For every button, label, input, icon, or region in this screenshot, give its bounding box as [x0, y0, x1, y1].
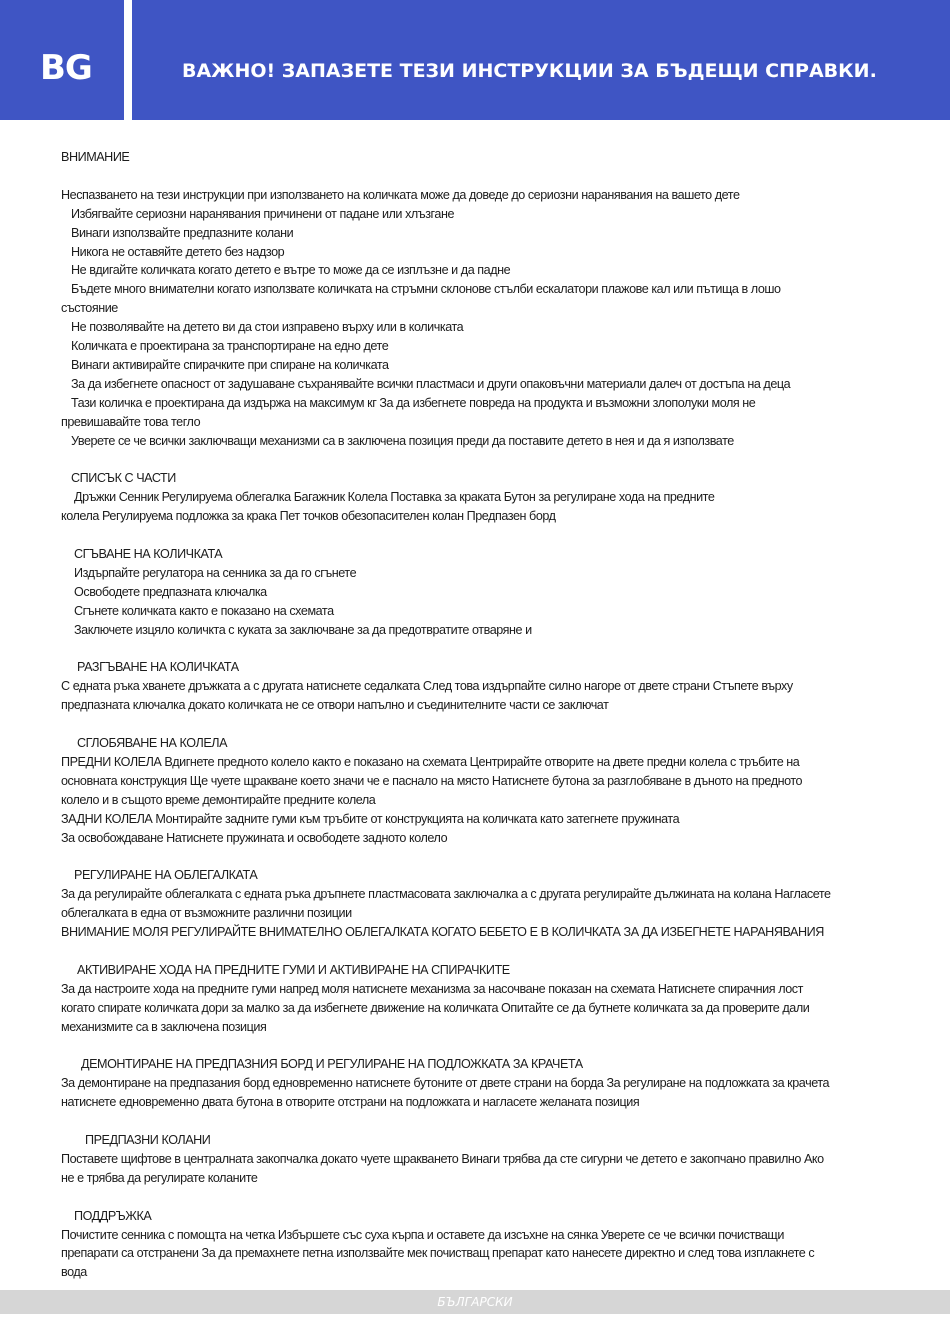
maintenance-text: препарати са отстранени За да премахнете петна използвайте мек почистващ препарат като нанесете директно и след това изплакнете с: [61, 1246, 815, 1261]
parts-heading: СПИСЪК С ЧАСТИ: [71, 471, 176, 486]
wheels-text: За освобождаване Натиснете пружината и освободете задното колело: [61, 830, 448, 845]
footer-bar: [0, 1290, 950, 1314]
warning-item: Избягвайте сериозни наранявания причинени от падане или хлъзгане: [71, 206, 455, 221]
belts-heading: ПРЕДПАЗНИ КОЛАНИ: [85, 1132, 211, 1147]
warning-item: Никога не оставяйте детето без надзор: [71, 244, 285, 259]
swivel-text: За да настроите хода на предните гуми напред моля натиснете механизма за насочване показан на схемата Натиснете спирачния лост: [61, 981, 803, 996]
parts-list-line: Дръжки Сенник Регулируема облегалка Багажник Колела Поставка за краката Бутон за регулиране хода на предните: [74, 490, 715, 505]
swivel-text: механизмите са в заключена позиция: [61, 1019, 267, 1034]
header-divider: [124, 0, 132, 120]
warning-item-continuation: състояние: [61, 301, 118, 316]
warning-item-continuation: превишавайте това тегло: [61, 414, 201, 429]
maintenance-text: вода: [61, 1265, 87, 1280]
warning-item: Не вдигайте количката когато детето е вътре то може да се изплъзне и да падне: [71, 263, 511, 278]
folding-step: Издърпайте регулатора на сенника за да го сгънете: [74, 565, 357, 580]
maintenance-text: Почистите сенника с помощта на четка Избършете със суха кърпа и оставете да изсъхне на сянка Уверете се че всички почистващи: [61, 1227, 784, 1242]
wheels-heading: СГЛОБЯВАНЕ НА КОЛЕЛА: [77, 736, 228, 751]
wheels-text: ПРЕДНИ КОЛЕЛА Вдигнете предното колело както е показано на схемата Центрирайте отворите на двете предни колела с тръбите на: [61, 754, 800, 769]
unfolding-heading: РАЗГЪВАНЕ НА КОЛИЧКАТА: [77, 660, 239, 675]
parts-list-line: колела Регулируема подложка за крака Пет точков обезопасителен колан Предпазен борд: [61, 509, 556, 524]
belts-text: не е трябва да регулирате коланите: [61, 1170, 258, 1185]
warning-item: Винаги използвайте предпазните колани: [71, 225, 294, 240]
bumper-text: натиснете едновременно двата бутона в отворите отстрани на подложката и нагласете желаната позиция: [61, 1095, 640, 1110]
bumper-text: За демонтиране на предпазания борд едновременно натиснете бутоните от двете страни на борда За регулиране на подложката за крачета: [61, 1076, 830, 1091]
warning-item: Уверете се че всички заключващи механизми са в заключена позиция преди да поставите детето в нея и да я използвате: [71, 433, 734, 448]
backrest-heading: РЕГУЛИРАНЕ НА ОБЛЕГАЛКАТА: [74, 868, 258, 883]
wheels-text: ЗАДНИ КОЛЕЛА Монтирайте задните гуми към тръбите от конструкцията на количката като затегнете пружината: [61, 811, 680, 826]
unfolding-text: предпазната ключалка докато количката не се отвори напълно и съединителните части се заключат: [61, 698, 609, 713]
maintenance-heading: ПОДДРЪЖКА: [74, 1208, 152, 1223]
wheels-text: основната конструкция Ще чуете щракване което значи че е паснало на място Натиснете бутона за разглобяване в дъното на предното: [61, 773, 803, 788]
folding-step: Освободете предпазната ключалка: [74, 584, 267, 599]
unfolding-text: С едната ръка хванете дръжката а с другата натиснете седалката След това издърпайте силно нагоре от двете страни Стъпете върху: [61, 679, 793, 694]
backrest-warning: ВНИМАНИЕ МОЛЯ РЕГУЛИРАЙТЕ ВНИМАТЕЛНО ОБЛЕГАЛКАТА КОГАТО БЕБЕТО Е В КОЛИЧКАТА ЗА ДА ИЗБЕГНЕТЕ НАРАНЯВАНИЯ: [61, 925, 824, 940]
warning-heading: ВНИМАНИЕ: [61, 150, 130, 164]
backrest-text: облегалката в една от възможните различни позиции: [61, 906, 352, 921]
folding-heading: СГЪВАНЕ НА КОЛИЧКАТА: [74, 546, 223, 561]
swivel-text: когато спирате количката дори за малко за да избегнете движение на количката Опитайте се да бутнете количката за да проверите дали: [61, 1000, 810, 1015]
belts-text: Поставете щифтове в централната закопчалка докато чуете щракването Винаги трябва да сте сигурни че детето е закопчано правилно Ако: [61, 1151, 824, 1166]
warning-item: Тази количка е проектирана да издържа на максимум кг За да избегнете повреда на продукта и възможни злополуки моля не: [71, 395, 756, 410]
wheels-text: колело и в същото време демонтирайте предните колела: [61, 792, 376, 807]
warning-item: Количката е проектирана за транспортиране на едно дете: [71, 339, 389, 354]
footer-language-label: БЪЛГАРСКИ: [437, 1295, 513, 1309]
instructions-body: [61, 148, 893, 1282]
warning-item: Винаги активирайте спирачките при спиране на количката: [71, 357, 389, 372]
backrest-text: За да регулирайте облегалката с едната ръка дръпнете пластмасовата заключалка а с другата регулирайте дължината на колана Нагласете: [61, 887, 831, 902]
page-title: ВАЖНО! ЗАПАЗЕТЕ ТЕЗИ ИНСТРУКЦИИ ЗА БЪДЕЩИ СПРАВКИ.: [182, 60, 877, 82]
warning-item: За да избегнете опасност от задушаване съхранявайте всички пластмаси и други опаковъчни материали далеч от достъпа на деца: [71, 376, 791, 391]
bumper-heading: ДЕМОНТИРАНЕ НА ПРЕДПАЗНИЯ БОРД И РЕГУЛИРАНЕ НА ПОДЛОЖКАТА ЗА КРАЧЕТА: [81, 1057, 583, 1072]
header-bar: [0, 0, 950, 120]
warning-item: Бъдете много внимателни когато използвате количката на стръмни склонове стълби ескалатори плажове кал или пътища в лошо: [71, 282, 781, 297]
folding-step: Заключете изцяло количкта с куката за заключване за да предотвратите отваряне и: [74, 622, 532, 637]
warning-item: Не позволявайте на детето ви да стои изправено върху или в количката: [71, 320, 464, 335]
swivel-heading: АКТИВИРАНЕ ХОДА НА ПРЕДНИТЕ ГУМИ И АКТИВИРАНЕ НА СПИРАЧКИТЕ: [77, 962, 510, 977]
folding-step: Сгънете количката както е показано на схемата: [74, 603, 334, 618]
language-code: BG: [40, 48, 92, 88]
warning-intro: Неспазването на тези инструкции при използването на количката може да доведе до сериозни наранявания на вашето дете: [61, 187, 740, 202]
